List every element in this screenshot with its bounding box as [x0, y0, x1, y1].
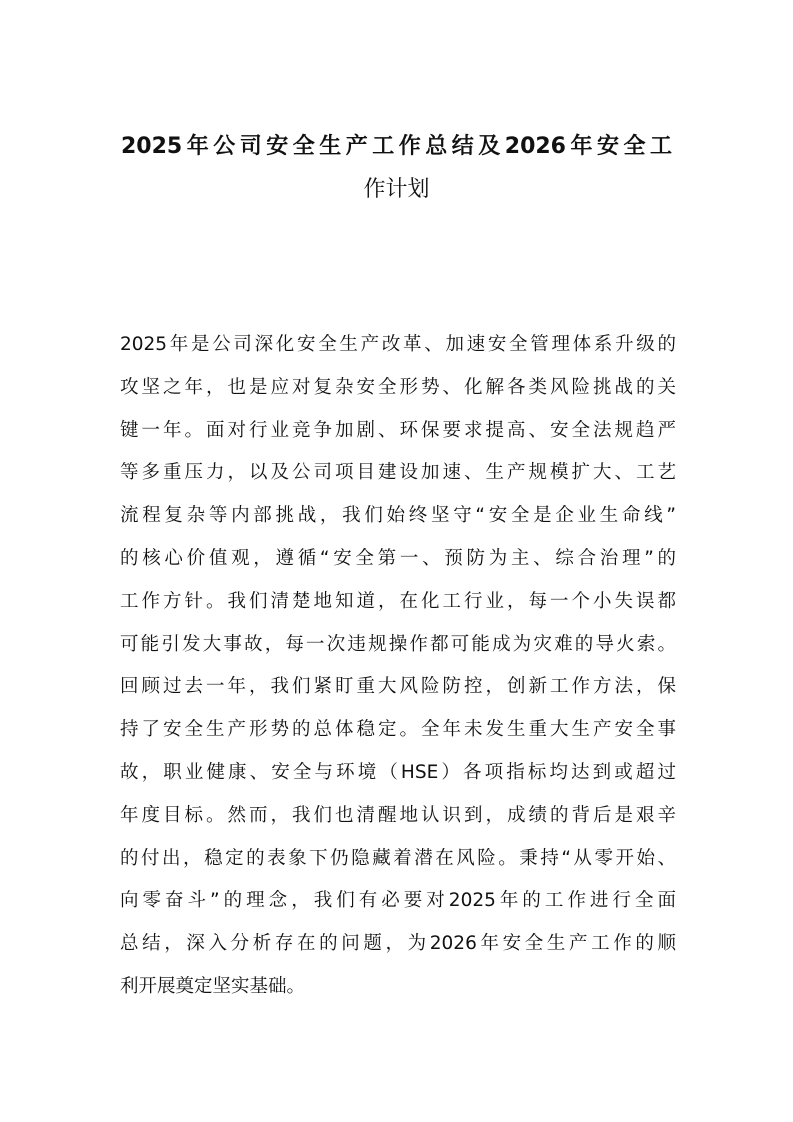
paragraph-line: 攻坚之年，也是应对复杂安全形势、化解各类风险挑战的关 — [120, 376, 676, 398]
paragraph-line: 回顾过去一年，我们紧盯重大风险防控，创新工作方法，保 — [120, 676, 676, 698]
intro-paragraph — [120, 324, 676, 1009]
paragraph-line: 等多重压力，以及公司项目建设加速、生产规模扩大、工艺 — [120, 462, 676, 484]
paragraph-line: 键一年。面对行业竞争加剧、环保要求提高、安全法规趋严 — [120, 419, 676, 441]
paragraph-line: 2025年是公司深化安全生产改革、加速安全管理体系升级的 — [120, 334, 676, 355]
paragraph-line: 的付出，稳定的表象下仍隐藏着潜在风险。秉持“从零开始、 — [120, 847, 676, 869]
document-title-line-1: 2025年公司安全生产工作总结及2026年安全工 — [121, 134, 672, 159]
paragraph-line: 工作方针。我们清楚地知道，在化工行业，每一个小失误都 — [120, 590, 676, 612]
paragraph-line: 故，职业健康、安全与环境（HSE）各项指标均达到或超过 — [120, 761, 676, 783]
paragraph-line: 流程复杂等内部挑战，我们始终坚守“安全是企业生命线” — [120, 505, 676, 527]
paragraph-line: 持了安全生产形势的总体稳定。全年未发生重大生产安全事 — [120, 719, 676, 741]
paragraph-line: 利开展奠定坚实基础。 — [120, 975, 306, 997]
document-title-line-2: 作计划 — [363, 177, 430, 202]
paragraph-line: 年度目标。然而，我们也清醒地认识到，成绩的背后是艰辛 — [120, 804, 676, 826]
paragraph-line: 总结，深入分析存在的问题，为2026年安全生产工作的顺 — [120, 933, 676, 955]
paragraph-line: 向零奋斗”的理念，我们有必要对2025年的工作进行全面 — [120, 890, 676, 912]
paragraph-line: 可能引发大事故，每一次违规操作都可能成为灾难的导火索。 — [120, 633, 676, 655]
paragraph-line: 的核心价值观，遵循“安全第一、预防为主、综合治理”的 — [120, 547, 676, 569]
